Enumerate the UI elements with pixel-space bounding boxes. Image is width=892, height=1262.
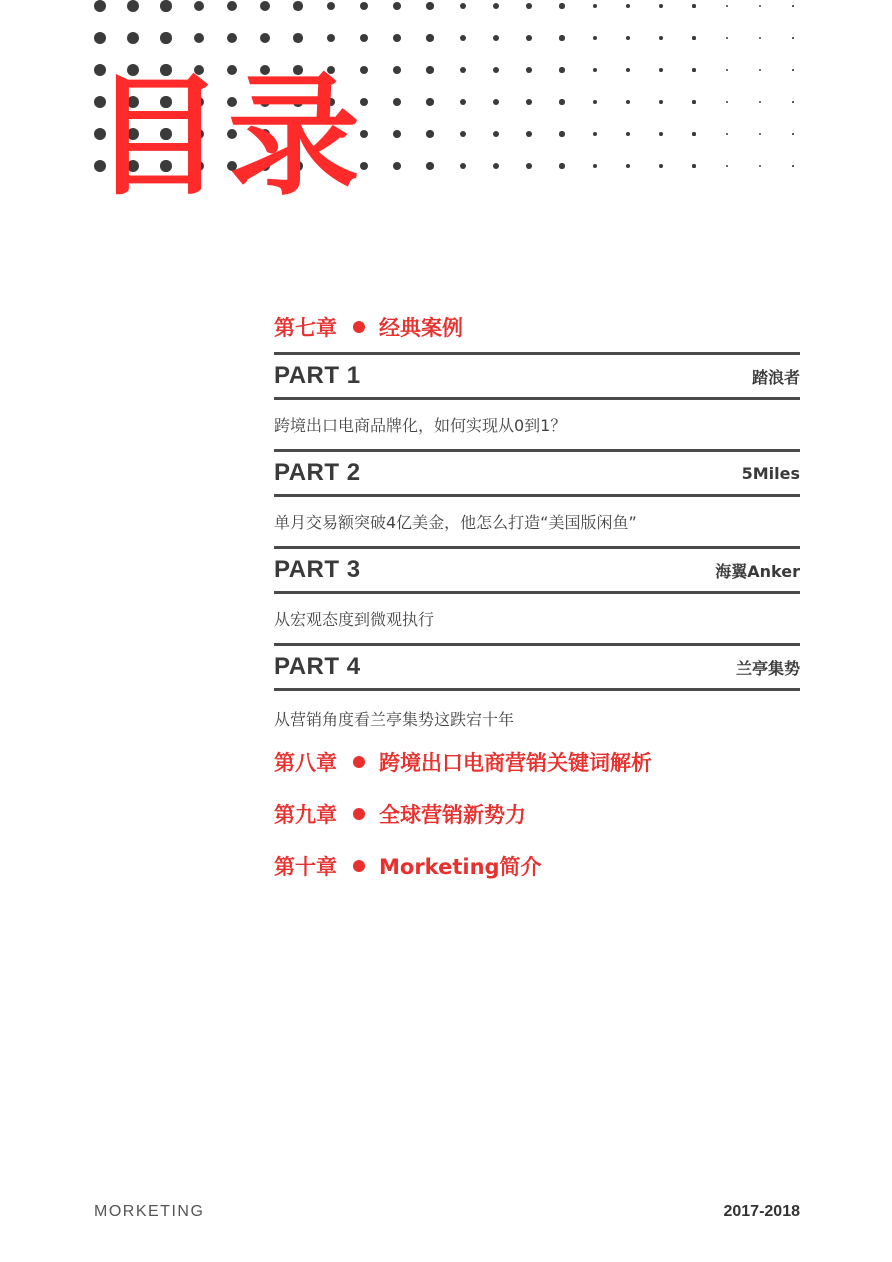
part-1-label: PART 1: [274, 362, 361, 389]
part-4-brand: 兰亭集势: [735, 658, 800, 678]
pattern-dot: [593, 4, 598, 9]
pattern-dot: [94, 0, 107, 12]
chapter-10[interactable]: [274, 849, 800, 883]
pattern-dot: [460, 3, 467, 10]
chapter-7-label: 第七章: [274, 316, 337, 340]
pattern-dot: [493, 67, 499, 73]
pattern-dot: [626, 132, 630, 136]
pattern-dot: [426, 2, 433, 9]
pattern-dot: [393, 66, 401, 74]
pattern-dot: [393, 162, 401, 170]
part-3-brand: 海翼Anker: [715, 561, 800, 581]
pattern-dot: [160, 0, 171, 11]
pattern-dot: [360, 2, 368, 10]
pattern-dot: [559, 3, 564, 8]
pattern-dot: [726, 37, 729, 40]
pattern-dot: [792, 69, 794, 71]
chapter-9-label: 第九章: [274, 803, 337, 827]
pattern-dot: [659, 132, 663, 136]
pattern-dot: [493, 35, 499, 41]
footer-years: 2017-2018: [723, 1203, 800, 1220]
pattern-dot: [759, 69, 761, 71]
pattern-dot: [692, 36, 695, 39]
pattern-dot: [759, 5, 761, 7]
pattern-dot: [393, 130, 401, 138]
pattern-dot: [593, 164, 598, 169]
pattern-dot: [460, 67, 467, 74]
pattern-dot: [726, 5, 729, 8]
part-2-brand: 5Miles: [741, 463, 800, 483]
pattern-dot: [293, 1, 302, 10]
chapter-9[interactable]: [274, 797, 800, 831]
pattern-dot: [759, 133, 761, 135]
pattern-dot: [692, 68, 695, 71]
pattern-dot: [426, 34, 433, 41]
pattern-dot: [393, 98, 401, 106]
part-1-row[interactable]: [274, 352, 800, 400]
pattern-dot: [460, 163, 467, 170]
pattern-dot: [626, 100, 630, 104]
pattern-dot: [726, 133, 729, 136]
part-4-row[interactable]: [274, 643, 800, 691]
bullet-icon: [353, 808, 365, 820]
pattern-dot: [792, 5, 794, 7]
pattern-dot: [692, 4, 695, 7]
part-2-label: PART 2: [274, 459, 361, 486]
pattern-dot: [393, 34, 401, 42]
pattern-dot: [293, 33, 302, 42]
pattern-dot: [493, 131, 499, 137]
pattern-dot: [260, 1, 270, 11]
pattern-dot: [493, 99, 499, 105]
pattern-dot: [127, 32, 139, 44]
pattern-dot: [593, 36, 598, 41]
part-3-desc: 从宏观态度到微观执行: [274, 610, 435, 629]
pattern-dot: [759, 37, 761, 39]
pattern-dot: [426, 162, 433, 169]
pattern-dot: [526, 67, 532, 73]
pattern-dot: [593, 100, 598, 105]
pattern-dot: [493, 3, 499, 9]
chapter-8-title: 跨境出口电商营销关键词解析: [379, 751, 652, 775]
pattern-dot: [559, 99, 564, 104]
part-1-desc: 跨境出口电商品牌化，如何实现从0到1？: [274, 416, 567, 435]
part-2-desc: 单月交易额突破4亿美金，他怎么打造“美国版闲鱼”: [274, 513, 637, 532]
pattern-dot: [626, 36, 630, 40]
pattern-dot: [526, 163, 532, 169]
pattern-dot: [726, 69, 729, 72]
bullet-icon: [353, 860, 365, 872]
chapter-9-title: 全球营销新势力: [379, 803, 526, 827]
pattern-dot: [460, 99, 467, 106]
pattern-dot: [127, 0, 139, 12]
pattern-dot: [659, 68, 663, 72]
part-3-row[interactable]: [274, 546, 800, 594]
pattern-dot: [559, 131, 564, 136]
pattern-dot: [726, 165, 729, 168]
table-of-contents: [274, 310, 800, 883]
pattern-dot: [260, 33, 270, 43]
part-1-brand: 踏浪者: [751, 367, 800, 387]
chapter-7-title: 经典案例: [379, 316, 463, 340]
pattern-dot: [460, 35, 467, 42]
pattern-dot: [692, 132, 695, 135]
part-2-row[interactable]: [274, 449, 800, 497]
pattern-dot: [94, 32, 107, 45]
pattern-dot: [792, 37, 794, 39]
pattern-dot: [460, 131, 467, 138]
pattern-dot: [792, 133, 794, 135]
pattern-dot: [726, 101, 729, 104]
pattern-dot: [393, 2, 401, 10]
footer-brand: MORKETING: [94, 1203, 205, 1220]
page-title: 目录: [92, 60, 364, 214]
pattern-dot: [626, 4, 630, 8]
pattern-dot: [659, 36, 663, 40]
pattern-dot: [759, 101, 761, 103]
pattern-dot: [526, 131, 532, 137]
chapter-8[interactable]: [274, 745, 800, 779]
pattern-dot: [593, 132, 598, 137]
pattern-dot: [659, 4, 663, 8]
pattern-dot: [659, 164, 663, 168]
pattern-dot: [227, 1, 237, 11]
part-3-label: PART 3: [274, 556, 361, 583]
pattern-dot: [626, 164, 630, 168]
part-4-label: PART 4: [274, 653, 361, 680]
pattern-dot: [593, 68, 598, 73]
pattern-dot: [559, 163, 564, 168]
pattern-dot: [426, 66, 433, 73]
pattern-dot: [559, 35, 564, 40]
pattern-dot: [692, 100, 695, 103]
pattern-dot: [426, 98, 433, 105]
pattern-dot: [426, 130, 433, 137]
chapter-10-title: Morketing简介: [379, 855, 542, 879]
pattern-dot: [194, 33, 205, 44]
chapter-7[interactable]: [274, 310, 800, 344]
pattern-dot: [626, 68, 630, 72]
pattern-dot: [526, 3, 532, 9]
pattern-dot: [759, 165, 761, 167]
pattern-dot: [526, 35, 532, 41]
pattern-dot: [659, 100, 663, 104]
bullet-icon: [353, 756, 365, 768]
pattern-dot: [493, 163, 499, 169]
pattern-dot: [692, 164, 695, 167]
pattern-dot: [227, 33, 237, 43]
pattern-dot: [327, 2, 336, 11]
part-4-desc: 从营销角度看兰亭集势这跌宕十年: [274, 709, 515, 729]
bullet-icon: [353, 321, 365, 333]
pattern-dot: [160, 32, 171, 43]
chapter-8-label: 第八章: [274, 751, 337, 775]
pattern-dot: [327, 34, 336, 43]
pattern-dot: [194, 1, 205, 12]
pattern-dot: [792, 165, 794, 167]
pattern-dot: [360, 34, 368, 42]
pattern-dot: [559, 67, 564, 72]
pattern-dot: [792, 101, 794, 103]
pattern-dot: [526, 99, 532, 105]
chapter-10-label: 第十章: [274, 855, 337, 879]
